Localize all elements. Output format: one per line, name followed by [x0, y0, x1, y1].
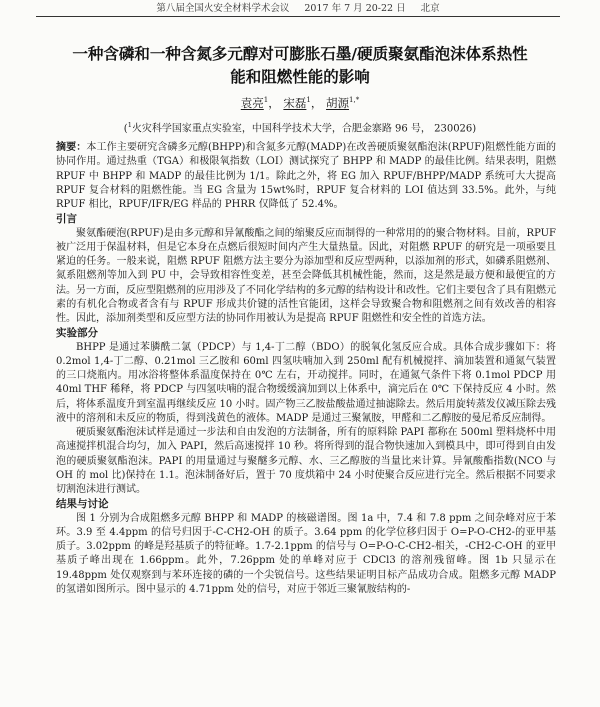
paper-title	[44, 43, 556, 89]
conference-header	[36, 3, 560, 17]
abstract-label: 摘要：	[56, 142, 87, 153]
abstract-text: 本工作主要研究含磷多元醇(BHPP)和含氮多元醇(MADP)在改善硬质聚氨酯泡沫(RPUF)阻燃性能方面的协同作用。通过热重（TGA）和极限氧指数（LOI）测试探究了 BHPP 和 MADP 的最佳比例。结果表明，阻燃 RPUF 中 BHPP 和 MADP 的最佳比例为 1/1。除此之外，将 EG 加入 RPUF/BHPP/MADP 系统可大大提高 RPUF 复合材料的阻燃性能。当 EG 含量为 15wt%时，RPUF 复合材料的 LOI 值达到 33.5%。此外，与纯 RPUF 相比，RPUF/IFR/EG 样品的 PHRR 仅降低了 52.4%。	[56, 142, 556, 210]
author-affiliation-mark: 1	[306, 96, 311, 105]
author-separator: ，	[268, 96, 280, 110]
affiliation: ($^1$火灾科学国家重点实验室，中国科学技术大学，合肥金寨路 96 号， 230026)	[123, 121, 477, 135]
experimental-paragraph-1: BHPP 是通过苯膦酰二氯（PDCP）与 1,4-丁二醇（BDO）的脱氧化氢反应合成。具体合成步骤如下：将 0.2mol 1,4-丁二醇、0.21mol 三乙胺和 60ml 四氢呋喃加入到 250ml 配有机械搅拌、滴加装置和通氮气装置的三口烧瓶内。用冰浴将整体系温度保持在 0℃ 左右，开动搅拌。同时，在通氮气条件下将 0.1mol PDCP 用 40ml THF 稀释，将 PDCP 与四氢呋喃的混合物缓缓滴加到以上体系中，滴完后在 0℃ 下保持反应 4 小时。然后，将体系温度升到室温再继续反应 10 小时。固产物三乙胺盐酸盐通过抽滤除去。然后用旋转蒸发仪减压除去残液中的溶剂和未反应的物质，得到浅黄色的液体。MADP 是通过三聚氰胺，甲醛和二乙醇胺的曼尼希反应制得。	[56, 341, 556, 424]
intro-paragraph: 聚氨酯硬泡(RPUF)是由多元醇和异氰酸酯之间的缩聚反应而制得的一种常用的的聚合物材料。目前，RPUF 被广泛用于保温材料，但是它本身在点燃后很短时间内产生大量热量。因此，对阻燃 RPUF 的研究是一项亟要且紧迫的任务。一般来说，阻燃 RPUF 阻燃方法主要分为添加型和反应型两种，以添加剂的形式，如磷系阻燃剂、氮系阻燃剂等加入到 PU 中，会导致相容性变差，甚至会降低其机械性能，然而，这是然是最方便和最便宜的方法。另一方面，反应型阻燃剂的应用涉及了不同化学结构的多元醇的结构设计和改性。它们主要包含了具有阻燃元素的有机化合物或者含有与 RPUF 形成共价键的活性官能团，这样会导致聚合物和阻燃剂之间有效改善的相容性。因此，添加剂类型和反应型方法的协同作用被认为是提高 RPUF 阻燃性和安全性的首选方法。	[56, 227, 556, 324]
affiliation-text: 火灾科学国家重点实验室，中国科学技术大学，合肥金寨路 96 号， 230026	[131, 123, 473, 135]
paper-title-line-2: 能和阻燃性能的影响	[230, 68, 370, 86]
abstract	[56, 141, 556, 212]
experimental-paragraph-2: 硬质聚氨酯泡沫试样是通过一步法和自由发泡的方法制备，所有的原料除 PAPI 都称在 500ml 塑料烧杯中用高速搅拌机混合均匀，加入 PAPI，然后高速搅拌 10 秒。将所得到的混合物快速加入到模具中，即可得到自由发泡的硬质聚氨酯泡沫。PAPI 的用量通过与聚醚多元醇、水、三乙醇胺的当量比来计算。异氰酸酯指数(NCO 与 OH 的 mol 比)保持在 1.1。泡沫制备好后，置于 70 度烘箱中 24 小时使聚合反应进行完全。然后根据不同要求切割泡沫进行测试。	[56, 427, 556, 495]
author-name: 袁亮	[240, 96, 264, 110]
conference-date: 2017 年 7 月 20-22 日	[304, 3, 406, 14]
author-list	[0, 95, 600, 111]
results-paragraph: 图 1 分别为合成阻燃多元醇 BHPP 和 MADP 的核磁谱图。图 1a 中，7.4 和 7.8 ppm 之间杂峰对应于苯环。3.9 至 4.4ppm 的信号归因于-C-CH2-OH 的质子。3.64 ppm 的化学位移归因于 O=P-O-CH2-的亚甲基质子。3.02ppm 的峰是羟基质子的特征峰。1.7-2.1ppm 的信号与 O=P-O-C-CH2-相关，-CH2-C-OH 的亚甲基质子峰出现在 1.66ppm。此外，7.26ppm 处的单峰对应于 CDCl3 的溶剂残留峰。图 1b 只显示在 19.48ppm 处仅观察到与苯环连接的磷的一个尖锐信号。这些结果证明目标产品成功合成。阻燃多元醇 MADP 的氢谱如图所示。图中显示的 4.71ppm 处的信号，对应于邻近三聚氰胺结构的-	[56, 512, 556, 595]
intro-heading: 引言	[56, 213, 77, 226]
paper-title-line-1: 一种含磷和一种含氮多元醇对可膨胀石墨/硬质聚氨酯泡沫体系热性	[72, 45, 528, 63]
affiliation-mark: 1	[127, 121, 132, 129]
experimental-heading: 实验部分	[56, 327, 98, 340]
paper-body	[56, 141, 556, 597]
author-affiliation-mark: 1,*	[349, 96, 360, 105]
conference-city: 北京	[420, 3, 440, 14]
author-name: 宋磊	[283, 96, 307, 110]
author-affiliation-mark: 1	[263, 96, 269, 105]
author-separator: ，	[310, 96, 323, 110]
conference-name: 第八届全国火安全材料学术会议	[156, 3, 290, 14]
results-heading: 结果与讨论	[56, 498, 109, 511]
author-name: 胡源	[326, 96, 350, 110]
